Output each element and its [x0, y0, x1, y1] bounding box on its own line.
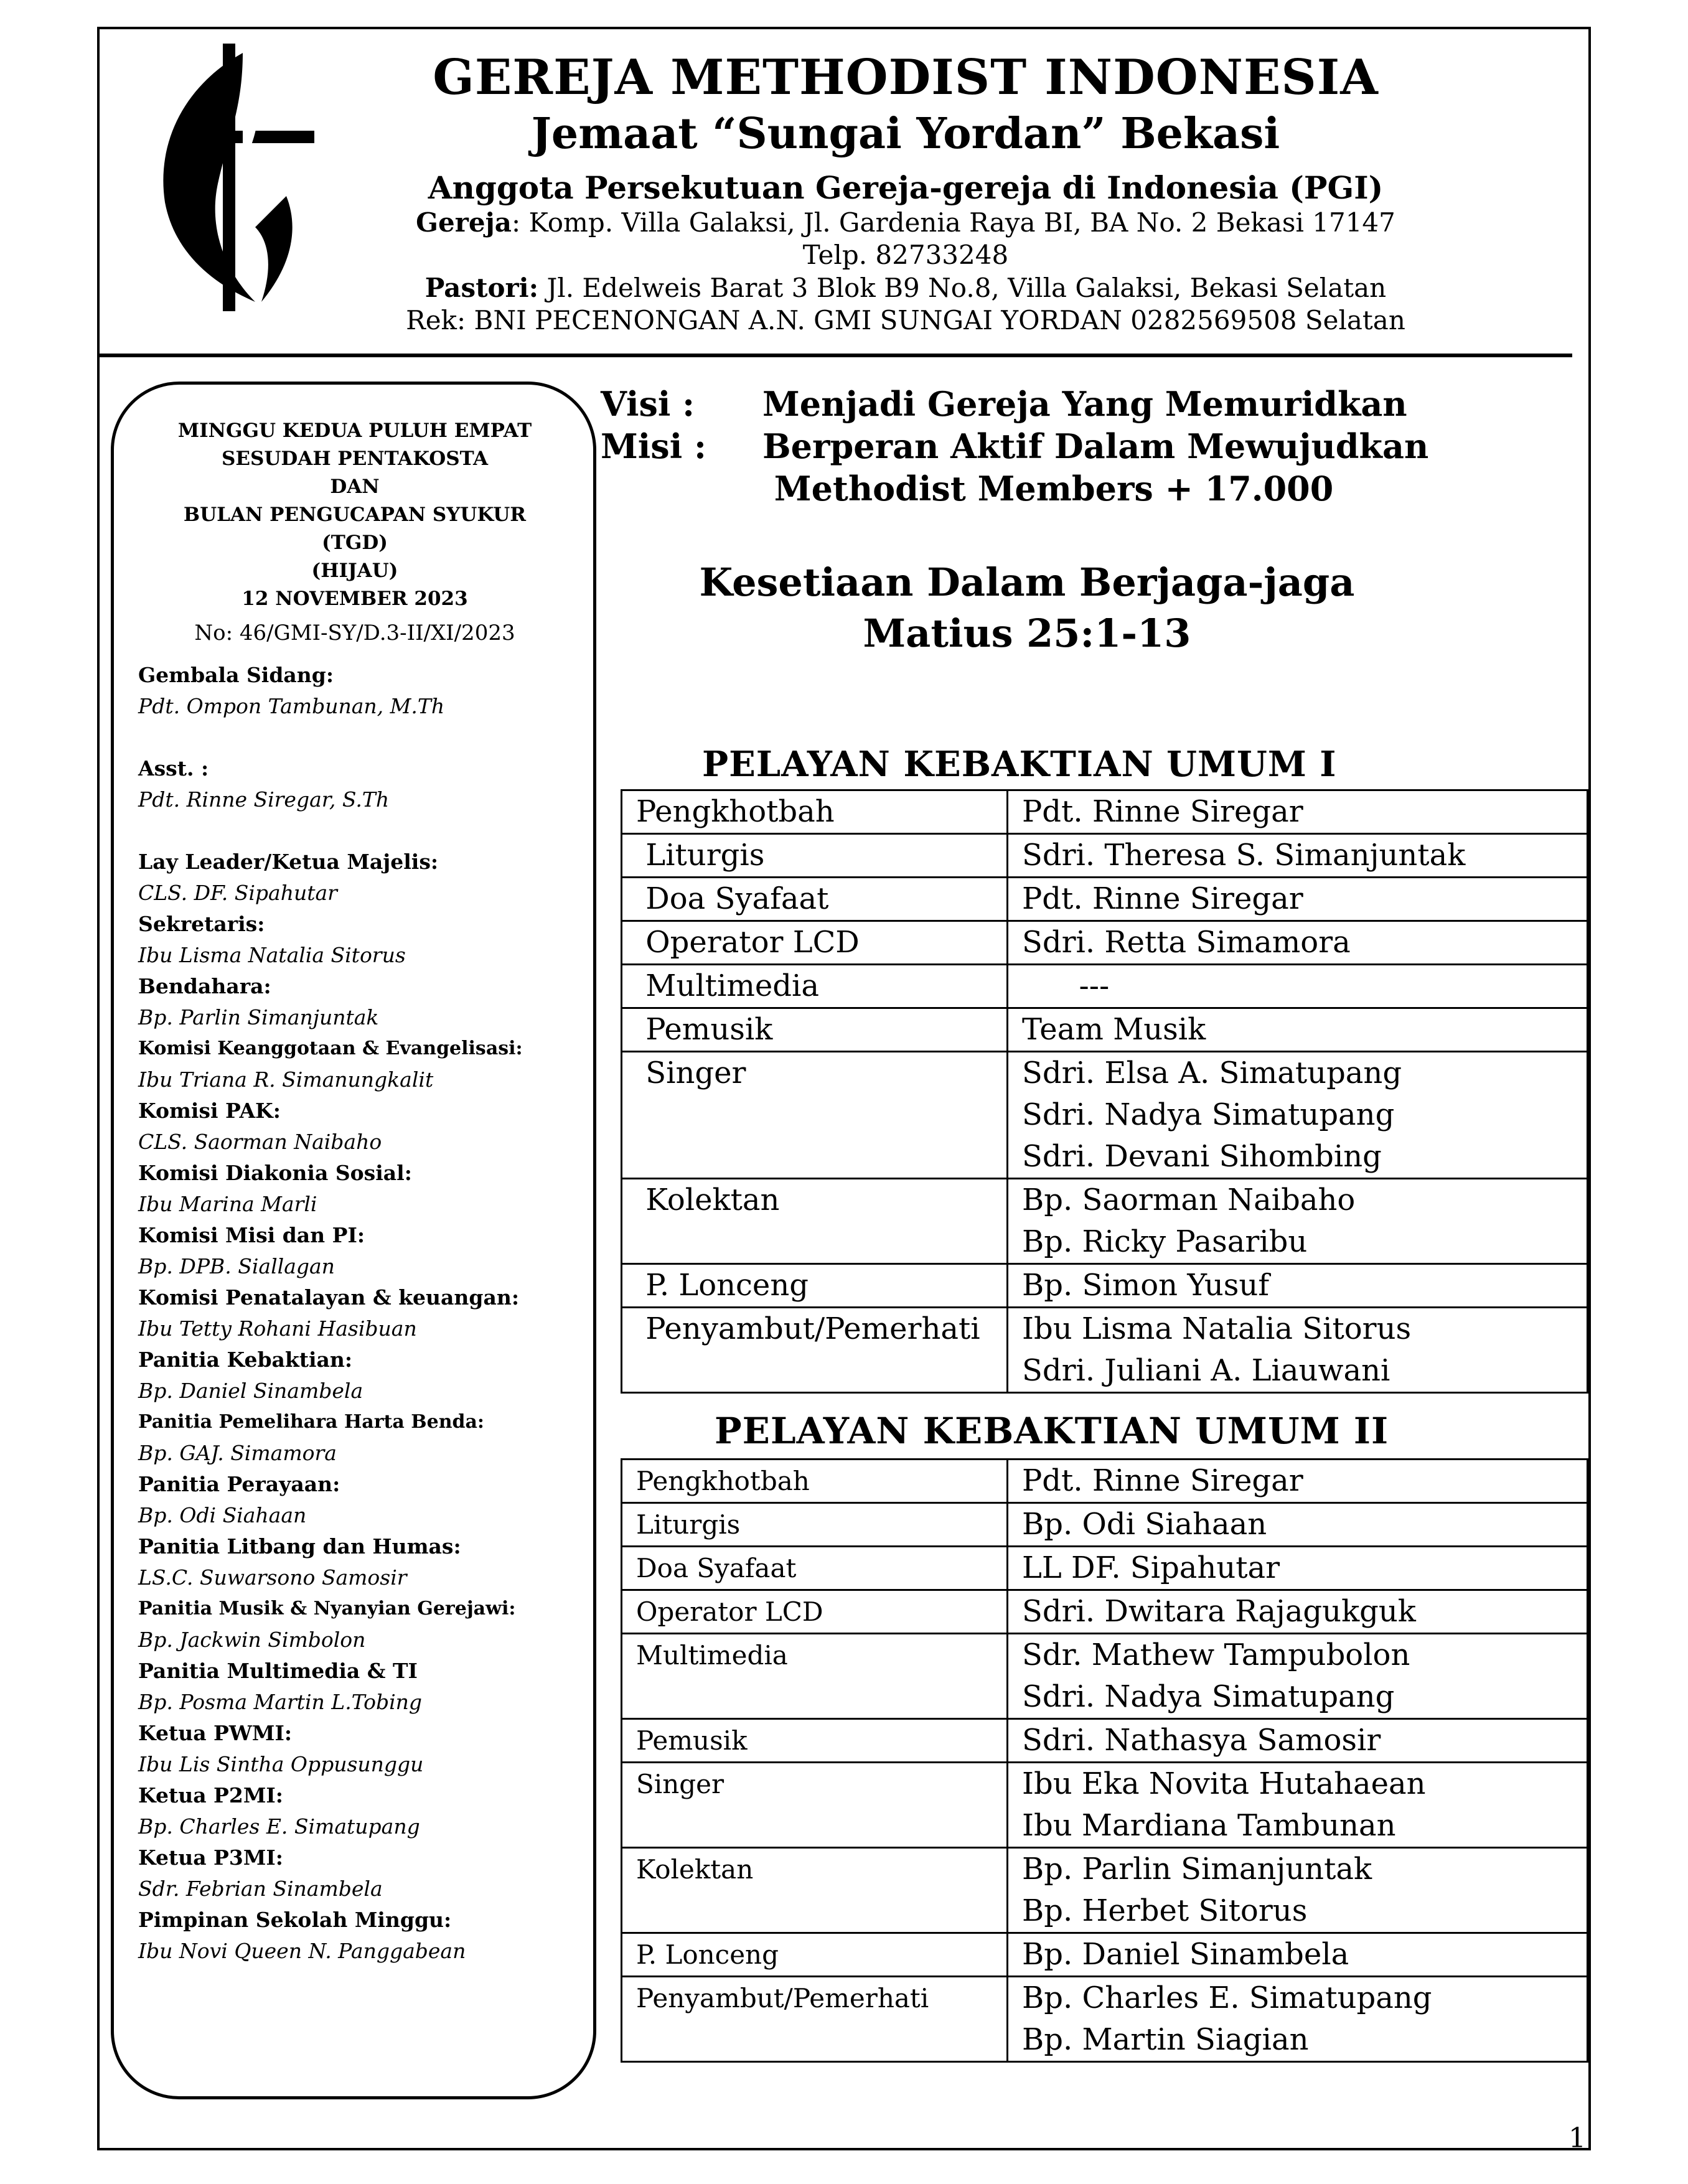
servant-name: Team Musik [1022, 1012, 1206, 1047]
servant-name: Sdri. Juliani A. Liauwani [1022, 1353, 1390, 1388]
duty-names [1008, 1503, 1588, 1547]
duty-names [1008, 834, 1588, 878]
table-row [622, 1763, 1588, 1848]
servant-name: Bp. Herbet Sitorus [1022, 1893, 1308, 1928]
table-row [622, 1848, 1588, 1933]
duty-names [1008, 790, 1588, 834]
servant-name: Sdri. Theresa S. Simanjuntak [1022, 838, 1466, 873]
officer-role: Ketua PWMI: [138, 1721, 293, 1745]
liturgical-heading [140, 417, 570, 649]
officer-name: Ibu Triana R. Simanungkalit [138, 1067, 434, 1092]
header-divider [97, 354, 1572, 357]
servant-name: Pdt. Rinne Siregar [1022, 1463, 1303, 1498]
duty-names [1008, 1308, 1588, 1393]
duty-names [1008, 1848, 1588, 1933]
congregation-name: Jemaat “Sungai Yordan” Bekasi [531, 108, 1280, 159]
officer-name: Bp. Daniel Sinambela [138, 1379, 363, 1403]
theme-title: Kesetiaan Dalam Berjaga-jaga [699, 560, 1355, 605]
duty-role: Kolektan [622, 1848, 1008, 1933]
servant-name: Bp. Charles E. Simatupang [1022, 1980, 1432, 2015]
service2-title: PELAYAN KEBAKTIAN UMUM II [715, 1410, 1389, 1452]
officer-name: Bp. Jackwin Simbolon [138, 1628, 366, 1652]
duty-names [1008, 1763, 1588, 1848]
table-row [622, 1634, 1588, 1719]
duty-role: Penyambut/Pemerhati [622, 1308, 1008, 1393]
officer-name: LS.C. Suwarsono Samosir [138, 1565, 407, 1590]
servant-name: Ibu Eka Novita Hutahaean [1022, 1766, 1426, 1801]
officer-name: Bp. DPB. Siallagan [138, 1254, 335, 1278]
duty-names [1008, 1008, 1588, 1052]
document-number: No: 46/GMI-SY/D.3-II/XI/2023 [194, 620, 515, 645]
officer-role: Gembala Sidang: [138, 663, 334, 687]
servant-name: Bp. Simon Yusuf [1022, 1268, 1270, 1303]
officer-name: Bp. Odi Siahaan [138, 1503, 307, 1527]
table-row [622, 1933, 1588, 1977]
heading-line: 12 NOVEMBER 2023 [241, 587, 468, 610]
service1-title: PELAYAN KEBAKTIAN UMUM I [702, 744, 1337, 785]
duty-role: Doa Syafaat [622, 1547, 1008, 1590]
officer-name: Pdt. Ompon Tambunan, M.Th [138, 694, 445, 718]
duty-role: Pemusik [622, 1719, 1008, 1763]
duty-role: Singer [622, 1763, 1008, 1848]
table-row [622, 1264, 1588, 1308]
servant-name: Bp. Martin Siagian [1022, 2022, 1309, 2057]
misi-text-1: Berperan Aktif Dalam Mewujudkan [762, 426, 1429, 466]
table-row [622, 1547, 1588, 1590]
duty-names [1008, 1547, 1588, 1590]
duty-names [1008, 921, 1588, 965]
church-name: GEREJA METHODIST INDONESIA [433, 49, 1379, 106]
officer-name: Bp. Posma Martin L.Tobing [138, 1690, 423, 1714]
officers-list [138, 660, 586, 1967]
duty-role: P. Lonceng [622, 1264, 1008, 1308]
heading-line: (HIJAU) [311, 559, 398, 582]
officer-role: Asst. : [138, 756, 209, 780]
servant-name: Sdri. Nathasya Samosir [1022, 1723, 1381, 1758]
heading-line: DAN [330, 475, 380, 498]
officer-role: Komisi PAK: [138, 1099, 281, 1123]
heading-line: MINGGU KEDUA PULUH EMPAT [177, 419, 532, 442]
table-row [622, 1308, 1588, 1393]
duty-names [1008, 1264, 1588, 1308]
table-row [622, 1503, 1588, 1547]
duty-role: Singer [622, 1052, 1008, 1179]
service2-table [621, 1458, 1588, 2063]
table-row [622, 790, 1588, 834]
visi-label: Visi : [601, 384, 695, 424]
officer-name: Sdr. Febrian Sinambela [138, 1877, 383, 1901]
sermon-theme [622, 557, 1432, 659]
duty-names [1008, 1933, 1588, 1977]
officer-name: Ibu Marina Marli [138, 1192, 317, 1216]
servant-name: Sdr. Mathew Tampubolon [1022, 1638, 1410, 1672]
service1-table [621, 789, 1588, 1394]
officer-role: Ketua P3MI: [138, 1845, 283, 1870]
officer-role: Pimpinan Sekolah Minggu: [138, 1908, 452, 1932]
officer-role: Panitia Litbang dan Humas: [138, 1534, 461, 1558]
membership-line: Anggota Persekutuan Gereja-gereja di Indonesia (PGI) [428, 169, 1384, 206]
servant-name: Sdri. Retta Simamora [1022, 925, 1351, 960]
table-row [622, 1460, 1588, 1503]
servant-name: Bp. Daniel Sinambela [1022, 1937, 1349, 1972]
servant-name: Bp. Saorman Naibaho [1022, 1183, 1356, 1217]
servant-name: Bp. Ricky Pasaribu [1022, 1224, 1308, 1259]
table-row [622, 965, 1588, 1008]
duty-names [1008, 878, 1588, 921]
officer-name: Bp. Charles E. Simatupang [138, 1814, 420, 1839]
duty-role: Pemusik [622, 1008, 1008, 1052]
duty-role: Multimedia [622, 1634, 1008, 1719]
officer-role: Bendahara: [138, 974, 271, 998]
officer-name: Bp. Parlin Simanjuntak [138, 1005, 379, 1029]
servant-name: Sdri. Devani Sihombing [1022, 1139, 1382, 1174]
pastori-address: Pastori: Jl. Edelweis Barat 3 Blok B9 No.8, Villa Galaksi, Bekasi Selatan [424, 272, 1387, 303]
table-row [622, 1008, 1588, 1052]
duty-role: Liturgis [622, 1503, 1008, 1547]
visi-text: Menjadi Gereja Yang Memuridkan [762, 384, 1407, 424]
officer-name: Bp. GAJ. Simamora [138, 1441, 337, 1465]
misi-label: Misi : [601, 426, 706, 466]
duty-role: Pengkhotbah [622, 790, 1008, 834]
officer-role: Panitia Multimedia & TI [138, 1659, 418, 1683]
heading-line: SESUDAH PENTAKOSTA [221, 447, 489, 470]
table-row [622, 1977, 1588, 2062]
duty-names [1008, 1179, 1588, 1264]
officer-name: Ibu Lisma Natalia Sitorus [138, 943, 406, 967]
officer-role: Panitia Pemelihara Harta Benda: [138, 1411, 485, 1433]
officer-role: Komisi Diakonia Sosial: [138, 1161, 412, 1185]
duty-names [1008, 1719, 1588, 1763]
letterhead [268, 50, 1544, 337]
duty-names [1008, 1460, 1588, 1503]
church-address: Gereja: Komp. Villa Galaksi, Jl. Gardenia Raya BI, BA No. 2 Bekasi 17147 [416, 207, 1395, 238]
servant-name: Ibu Lisma Natalia Sitorus [1022, 1311, 1412, 1346]
duty-names [1008, 1590, 1588, 1634]
officer-role: Komisi Misi dan PI: [138, 1223, 365, 1247]
page-number: 1 [1568, 2122, 1586, 2154]
table-row [622, 834, 1588, 878]
officer-role: Ketua P2MI: [138, 1783, 283, 1807]
duty-role: Penyambut/Pemerhati [622, 1977, 1008, 2062]
duty-role: Liturgis [622, 834, 1008, 878]
duty-role: P. Lonceng [622, 1933, 1008, 1977]
duty-names [1008, 1634, 1588, 1719]
officer-role: Lay Leader/Ketua Majelis: [138, 850, 439, 874]
theme-scripture: Matius 25:1-13 [863, 611, 1191, 656]
duty-names [1008, 1977, 1588, 2062]
table-row [622, 921, 1588, 965]
officer-name: Ibu Lis Sintha Oppusunggu [138, 1752, 424, 1776]
servant-name: Bp. Parlin Simanjuntak [1022, 1852, 1372, 1886]
servant-name: Sdri. Nadya Simatupang [1022, 1679, 1395, 1714]
officer-role: Komisi Penatalayan & keuangan: [138, 1285, 520, 1310]
table-row [622, 878, 1588, 921]
officer-name: Pdt. Rinne Siregar, S.Th [138, 787, 390, 812]
heading-line: (TGD) [322, 531, 388, 554]
duty-role: Kolektan [622, 1179, 1008, 1264]
duty-names [1008, 965, 1588, 1008]
heading-line: BULAN PENGUCAPAN SYUKUR [183, 503, 527, 526]
officer-name: CLS. Saorman Naibaho [138, 1130, 382, 1154]
officer-role: Panitia Musik & Nyanyian Gerejawi: [138, 1598, 516, 1619]
servant-name: Sdri. Nadya Simatupang [1022, 1097, 1395, 1132]
table-row [622, 1719, 1588, 1763]
duty-role: Multimedia [622, 965, 1008, 1008]
servant-name: LL DF. Sipahutar [1022, 1550, 1280, 1585]
church-phone: Telp. 82733248 [802, 240, 1009, 271]
bank-account: Rek: BNI PECENONGAN A.N. GMI SUNGAI YORDAN 0282569508 Selatan [406, 305, 1405, 336]
table-row [622, 1590, 1588, 1634]
duty-role: Operator LCD [622, 921, 1008, 965]
duty-role: Doa Syafaat [622, 878, 1008, 921]
officer-name: CLS. DF. Sipahutar [138, 881, 337, 905]
officer-name: Ibu Tetty Rohani Hasibuan [138, 1316, 417, 1341]
servant-name: Pdt. Rinne Siregar [1022, 794, 1303, 829]
duty-role: Pengkhotbah [622, 1460, 1008, 1503]
servant-name: Sdri. Elsa A. Simatupang [1022, 1056, 1402, 1090]
officer-role: Panitia Kebaktian: [138, 1347, 353, 1372]
officer-role: Panitia Perayaan: [138, 1472, 340, 1496]
misi-text-2: Methodist Members + 17.000 [762, 469, 1334, 509]
officer-role: Komisi Keanggotaan & Evangelisasi: [138, 1038, 523, 1059]
officer-name: Ibu Novi Queen N. Panggabean [138, 1939, 466, 1963]
servant-name: Bp. Odi Siahaan [1022, 1507, 1267, 1542]
officer-role: Sekretaris: [138, 912, 265, 936]
table-row [622, 1052, 1588, 1179]
servant-name: --- [1022, 968, 1110, 1003]
servant-name: Ibu Mardiana Tambunan [1022, 1808, 1396, 1843]
servant-name: Sdri. Dwitara Rajagukguk [1022, 1594, 1416, 1629]
duty-names [1008, 1052, 1588, 1179]
servant-name: Pdt. Rinne Siregar [1022, 881, 1303, 916]
table-row [622, 1179, 1588, 1264]
duty-role: Operator LCD [622, 1590, 1008, 1634]
